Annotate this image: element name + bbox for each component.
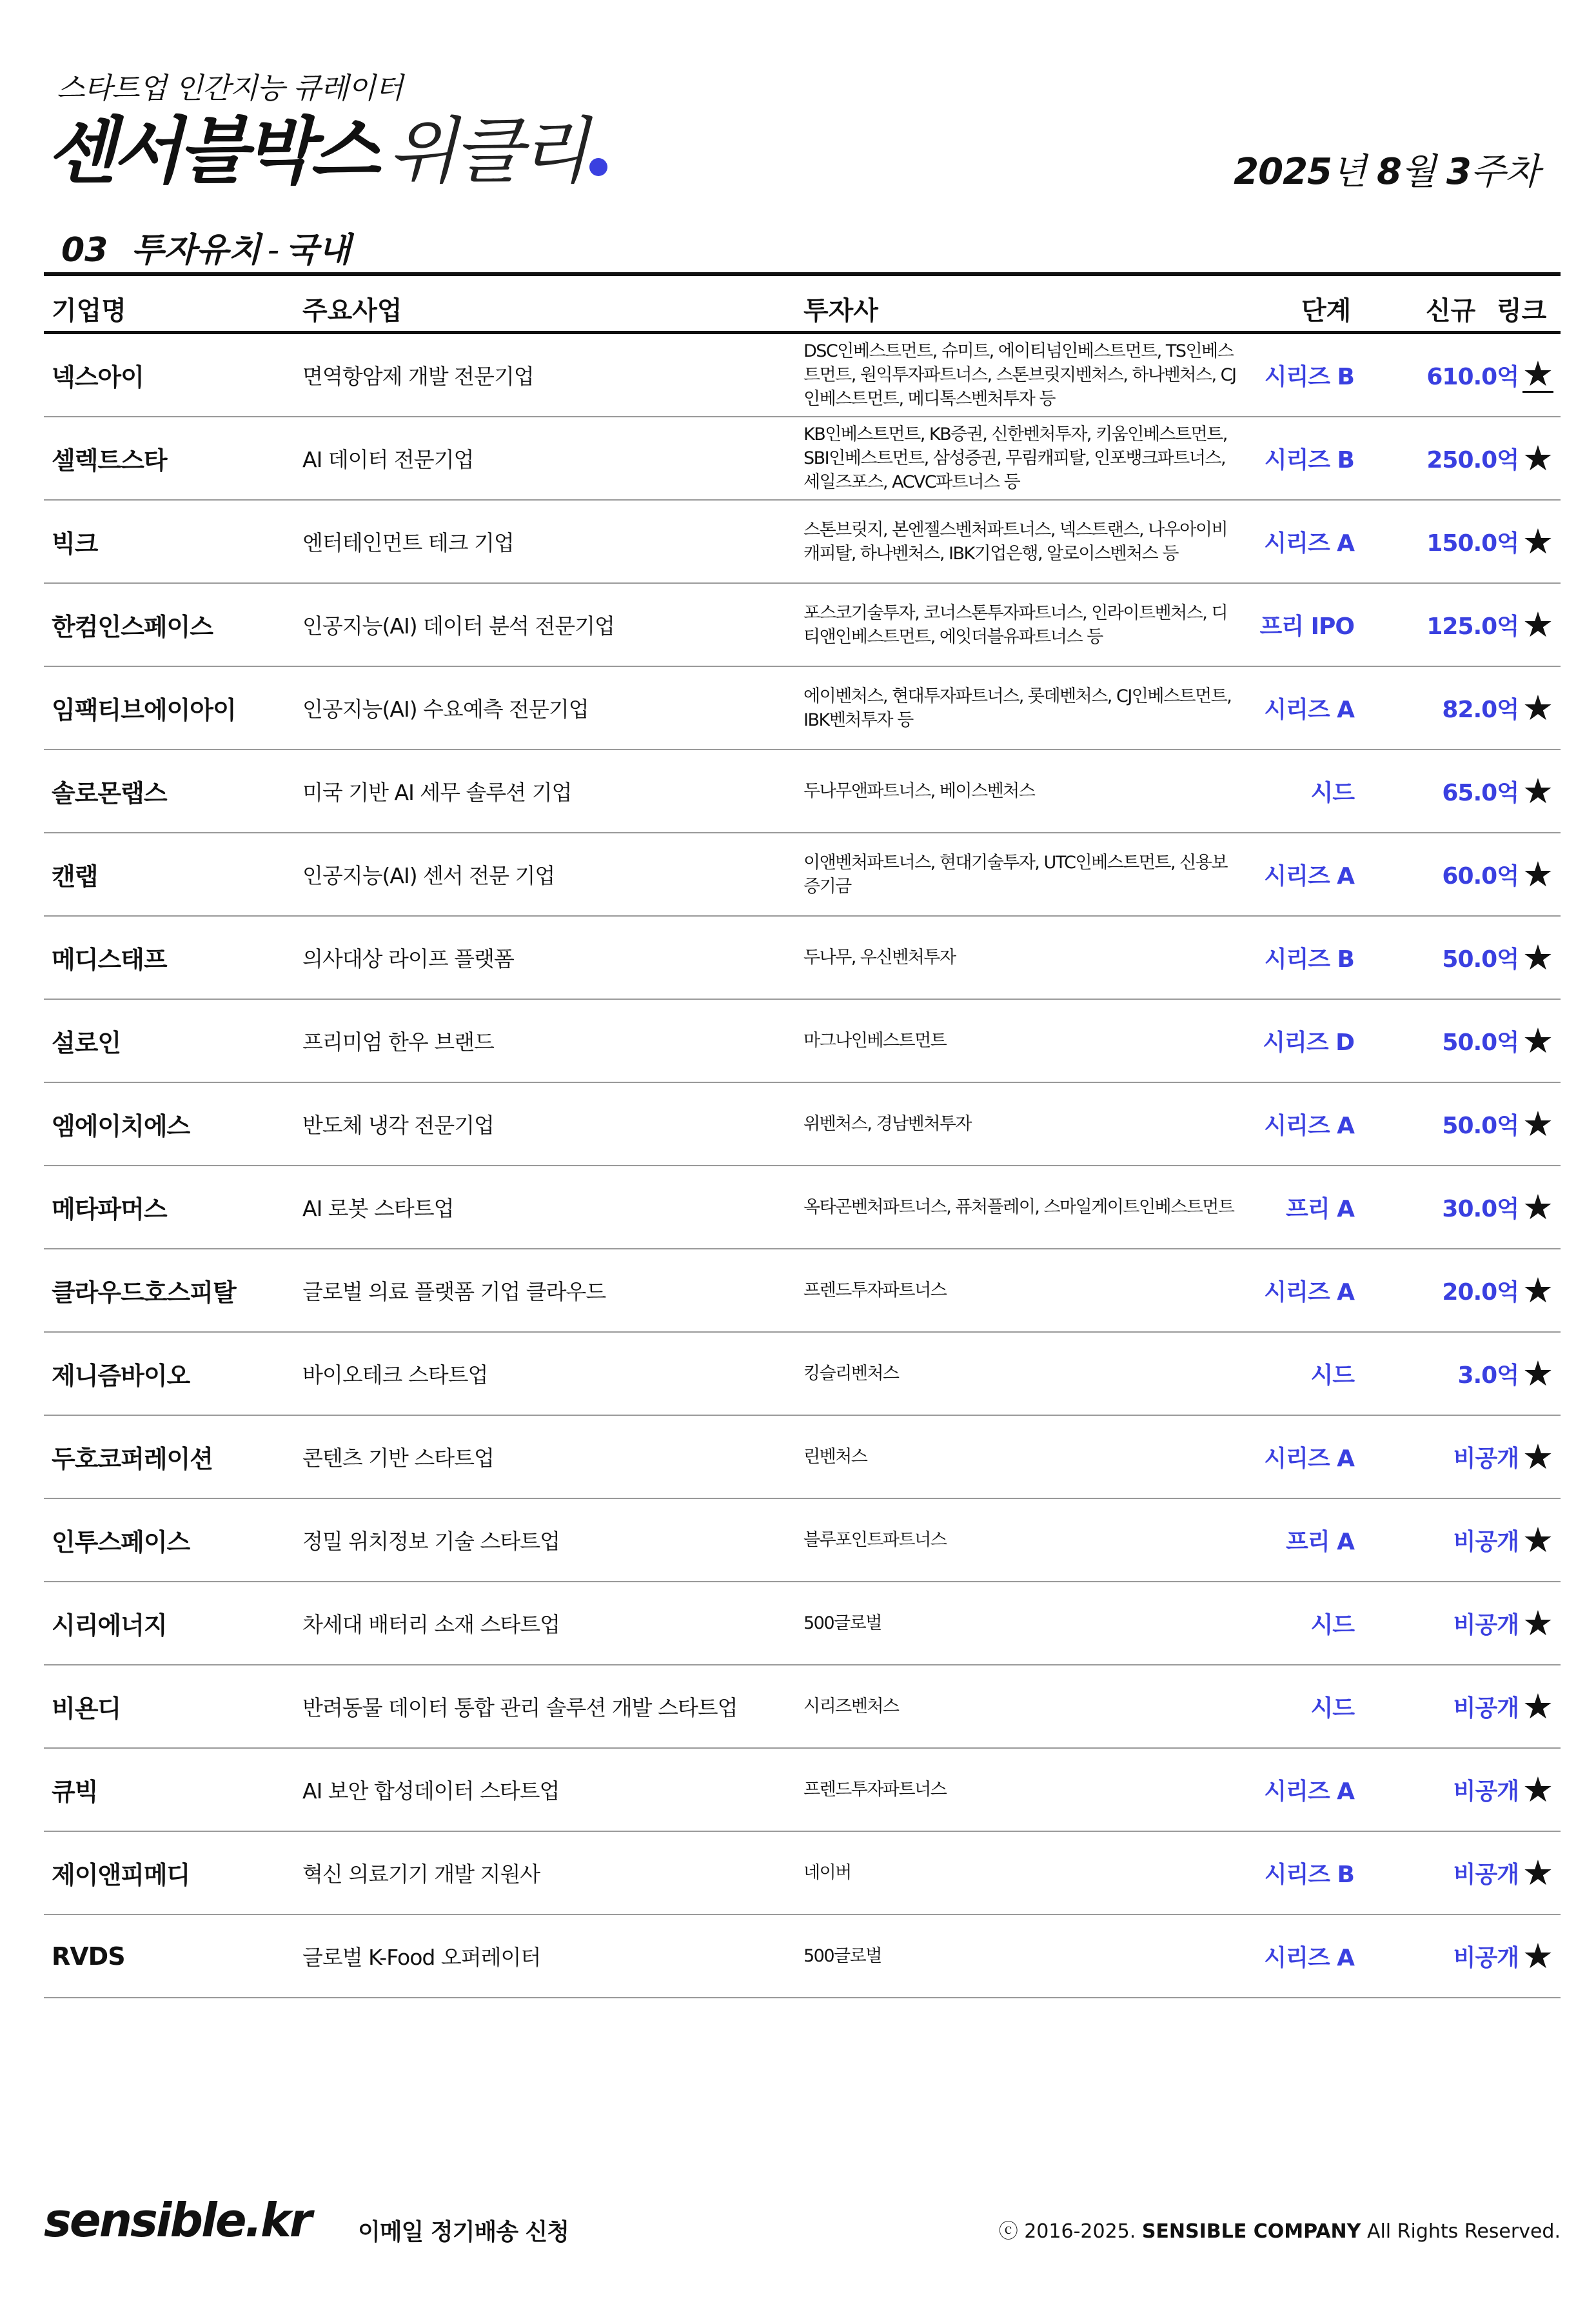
- investors-text: 이앤벤처파트너스, 현대기술투자, UTC인베스트먼트, 신용보증기금: [803, 852, 1227, 897]
- business-description: [302, 1915, 780, 1997]
- investors-text: DSC인베스트먼트, 슈미트, 에이티넘인베스트먼트, TS인베스트먼트, 원익투자파트너스, 스톤브릿지벤처스, 하나벤처스, CJ인베스트먼트, 메디톡스벤처투자 등: [803, 341, 1236, 409]
- company-name-text: 솔로몬랩스: [52, 779, 167, 808]
- business-description: [302, 584, 780, 666]
- funding-amount-text: 3.0억: [1457, 1362, 1519, 1389]
- business-description-text: 바이오테크 스타트업: [302, 1362, 488, 1387]
- funding-amount: [1372, 1000, 1519, 1082]
- funding-amount-text: 20.0억: [1442, 1279, 1519, 1306]
- investors-text: 네이버: [803, 1863, 851, 1883]
- section-number: 03: [61, 231, 108, 270]
- funding-stage: [1250, 1166, 1354, 1248]
- business-description-text: AI 데이터 전문기업: [302, 447, 474, 472]
- funding-amount-text: 150.0억: [1426, 530, 1519, 557]
- funding-amount-text: 비공개: [1453, 1778, 1519, 1805]
- business-description: [302, 833, 780, 915]
- table-header: [44, 276, 1561, 331]
- funding-stage-text: 시리즈 A: [1264, 1113, 1354, 1139]
- funding-amount-text: 610.0억: [1426, 364, 1519, 390]
- article-link[interactable]: [1515, 1915, 1561, 1997]
- funding-amount: [1372, 1665, 1519, 1747]
- table-row: [44, 1749, 1561, 1832]
- funding-stage-text: 시리즈 B: [1264, 1862, 1354, 1888]
- investors: [803, 334, 1242, 416]
- star-icon[interactable]: ★: [1522, 604, 1554, 645]
- company-name-text: 넥스아이: [52, 363, 144, 392]
- business-description-text: 미국 기반 AI 세무 솔루션 기업: [302, 780, 572, 805]
- funding-amount: [1372, 667, 1519, 749]
- company-name: [52, 917, 290, 999]
- funding-stage-text: 프리 A: [1286, 1196, 1354, 1222]
- funding-amount-text: 30.0억: [1442, 1196, 1519, 1222]
- star-icon[interactable]: ★: [1522, 1436, 1554, 1477]
- funding-stage: [1250, 1083, 1354, 1165]
- funding-amount: [1372, 1333, 1519, 1415]
- table-row: [44, 1333, 1561, 1416]
- company-name: [52, 1582, 290, 1664]
- company-name-text: 비욘디: [52, 1695, 121, 1723]
- funding-stage: [1250, 1333, 1354, 1415]
- tagline: 스타트업 인간지능 큐레이터: [57, 71, 403, 105]
- table-row: [44, 667, 1561, 750]
- star-icon[interactable]: ★: [1522, 937, 1554, 978]
- investment-table: [44, 334, 1561, 1998]
- company-name-text: 메타파머스: [52, 1195, 167, 1224]
- table-row: [44, 1499, 1561, 1582]
- article-link[interactable]: [1515, 1582, 1561, 1664]
- investors: [803, 1915, 1242, 1997]
- investors-text: 에이벤처스, 현대투자파트너스, 롯데벤처스, CJ인베스트먼트, IBK벤처투자 등: [803, 686, 1232, 730]
- table-row: [44, 417, 1561, 501]
- company-name: [52, 1749, 290, 1831]
- business-description: [302, 501, 780, 582]
- funding-amount: [1372, 833, 1519, 915]
- funding-amount: [1372, 1166, 1519, 1248]
- investors-text: 두나무앤파트너스, 베이스벤처스: [803, 781, 1035, 801]
- funding-amount: [1372, 917, 1519, 999]
- col-amount: 신규: [1426, 296, 1476, 326]
- company-name-text: 클라우드호스피탈: [52, 1278, 236, 1307]
- table-row: [44, 1083, 1561, 1166]
- company-name-text: 엠에이치에스: [52, 1112, 190, 1140]
- funding-amount: [1372, 584, 1519, 666]
- company-name: [52, 1499, 290, 1581]
- table-row: [44, 750, 1561, 833]
- business-description-text: AI 보안 합성데이터 스타트업: [302, 1778, 560, 1804]
- article-link[interactable]: [1515, 1832, 1561, 1914]
- brand-weekly: 위클리: [387, 110, 586, 194]
- funding-stage: [1250, 917, 1354, 999]
- business-description: [302, 334, 780, 416]
- funding-stage: [1250, 1749, 1354, 1831]
- funding-amount: [1372, 1416, 1519, 1498]
- week-month-unit: 월: [1401, 151, 1436, 193]
- funding-amount-text: 비공개: [1453, 1695, 1519, 1722]
- company-name-text: 제니즘바이오: [52, 1362, 190, 1390]
- funding-amount: [1372, 1249, 1519, 1331]
- article-link[interactable]: [1515, 1333, 1561, 1415]
- table-row: [44, 584, 1561, 667]
- investors: [803, 833, 1242, 915]
- funding-stage: [1250, 584, 1354, 666]
- business-description: [302, 1416, 780, 1498]
- week-number-unit: 주차: [1470, 151, 1539, 193]
- funding-stage: [1250, 833, 1354, 915]
- table-row: [44, 334, 1561, 417]
- copyright-rights: All Rights Reserved.: [1366, 2220, 1561, 2243]
- company-name-text: 캔랩: [52, 862, 98, 891]
- investors: [803, 501, 1242, 582]
- funding-amount-text: 50.0억: [1442, 1113, 1519, 1139]
- star-icon[interactable]: ★: [1522, 1603, 1554, 1644]
- funding-stage: [1250, 334, 1354, 416]
- article-link[interactable]: [1515, 833, 1561, 915]
- funding-amount: [1372, 334, 1519, 416]
- business-description-text: 글로벌 K-Food 오퍼레이터: [302, 1945, 541, 1970]
- funding-stage-text: 시드: [1310, 1362, 1354, 1389]
- star-icon[interactable]: ★: [1522, 521, 1554, 562]
- investors-text: 옥타곤벤처파트너스, 퓨처플레이, 스마일게이트인베스트먼트: [803, 1197, 1234, 1217]
- col-business: 주요사업: [302, 296, 402, 326]
- investors-text: 스톤브릿지, 본엔젤스벤처파트너스, 넥스트랜스, 나우아이비캐피탈, 하나벤처스, IBK기업은행, 알로이스벤처스 등: [803, 519, 1228, 564]
- funding-amount-text: 비공개: [1453, 1945, 1519, 1971]
- company-name: [52, 417, 290, 499]
- funding-stage-text: 시드: [1310, 1695, 1354, 1722]
- investors-text: 시리즈벤처스: [803, 1696, 899, 1716]
- investors-text: 포스코기술투자, 코너스톤투자파트너스, 인라이트벤처스, 디티앤인베스트먼트, 에잇더블유파트너스 등: [803, 602, 1228, 647]
- business-description-text: 엔터테인먼트 테크 기업: [302, 530, 514, 555]
- star-icon[interactable]: ★: [1522, 353, 1554, 394]
- business-description: [302, 417, 780, 499]
- investors-text: KB인베스트먼트, KB증권, 신한벤처투자, 키움인베스트먼트, SBI인베스트먼트, 삼성증권, 무림캐피탈, 인포뱅크파트너스, 세일즈포스, ACVC파트너스 등: [803, 424, 1227, 492]
- table-row: [44, 1915, 1561, 1998]
- funding-amount: [1372, 417, 1519, 499]
- week-month: 8: [1376, 151, 1401, 193]
- company-name-text: 빅크: [52, 530, 98, 558]
- article-link[interactable]: [1515, 1083, 1561, 1165]
- business-description-text: 인공지능(AI) 데이터 분석 전문기업: [302, 613, 615, 639]
- funding-stage: [1250, 1665, 1354, 1747]
- company-name: [52, 501, 290, 582]
- star-icon[interactable]: ★: [1522, 1520, 1554, 1560]
- funding-amount-text: 비공개: [1453, 1446, 1519, 1472]
- business-description-text: 인공지능(AI) 수요예측 전문기업: [302, 697, 589, 722]
- funding-stage-text: 시드: [1310, 780, 1354, 806]
- company-name-text: 셀렉트스타: [52, 446, 167, 475]
- investors-text: 프렌드투자파트너스: [803, 1280, 947, 1300]
- article-link[interactable]: [1515, 667, 1561, 749]
- brand-name: 센서블박스: [46, 110, 376, 194]
- investors: [803, 1416, 1242, 1498]
- investors-text: 킹슬리벤처스: [803, 1364, 899, 1384]
- investors: [803, 417, 1242, 499]
- col-link: 링크: [1497, 296, 1547, 326]
- investors: [803, 1582, 1242, 1664]
- star-icon[interactable]: ★: [1522, 1769, 1554, 1810]
- article-link[interactable]: [1515, 1665, 1561, 1747]
- star-icon[interactable]: ★: [1522, 1187, 1554, 1228]
- table-row: [44, 1249, 1561, 1333]
- funding-amount-text: 60.0억: [1442, 863, 1519, 890]
- article-link[interactable]: [1515, 750, 1561, 832]
- investors: [803, 667, 1242, 749]
- funding-stage-text: 프리 IPO: [1259, 613, 1354, 640]
- star-icon[interactable]: ★: [1522, 1270, 1554, 1311]
- funding-amount-text: 50.0억: [1442, 1029, 1519, 1056]
- business-description-text: 글로벌 의료 플랫폼 기업 클라우드: [302, 1279, 606, 1304]
- company-name: [52, 1249, 290, 1331]
- investors: [803, 750, 1242, 832]
- subscribe-link[interactable]: 이메일 정기배송 신청: [358, 2219, 569, 2245]
- funding-stage-text: 시리즈 A: [1264, 1279, 1354, 1306]
- star-icon[interactable]: ★: [1522, 1104, 1554, 1144]
- col-investors: 투자사: [803, 296, 878, 326]
- star-icon[interactable]: ★: [1522, 1686, 1554, 1727]
- business-description-text: 차세대 배터리 소재 스타트업: [302, 1612, 560, 1637]
- funding-stage: [1250, 667, 1354, 749]
- investors-text: 린벤처스: [803, 1447, 867, 1467]
- business-description-text: 면역항암제 개발 전문기업: [302, 364, 534, 389]
- funding-amount-text: 65.0억: [1442, 780, 1519, 806]
- article-link[interactable]: [1515, 334, 1561, 416]
- funding-amount-text: 비공개: [1453, 1529, 1519, 1555]
- funding-stage: [1250, 1582, 1354, 1664]
- funding-stage-text: 시리즈 A: [1264, 863, 1354, 890]
- company-name-text: 시리에너지: [52, 1611, 167, 1640]
- article-link[interactable]: [1515, 1000, 1561, 1082]
- funding-stage-text: 시리즈 A: [1264, 697, 1354, 723]
- investors: [803, 917, 1242, 999]
- article-link[interactable]: [1515, 1166, 1561, 1248]
- business-description-text: 콘텐츠 기반 스타트업: [302, 1446, 494, 1471]
- section-heading: [61, 223, 351, 271]
- funding-stage-text: 시리즈 B: [1264, 364, 1354, 390]
- article-link[interactable]: [1515, 917, 1561, 999]
- investors-text: 위벤처스, 경남벤처투자: [803, 1114, 971, 1134]
- star-icon[interactable]: ★: [1522, 771, 1554, 811]
- company-name-text: 임팩티브에이아이: [52, 696, 236, 724]
- funding-amount: [1372, 501, 1519, 582]
- funding-amount-text: 250.0억: [1426, 447, 1519, 473]
- company-name: [52, 1832, 290, 1914]
- funding-amount: [1372, 1832, 1519, 1914]
- funding-stage-text: 시리즈 A: [1264, 530, 1354, 557]
- business-description: [302, 1083, 780, 1165]
- table-row: [44, 917, 1561, 1000]
- investors: [803, 1166, 1242, 1248]
- company-name-text: RVDS: [52, 1942, 125, 1971]
- funding-stage-text: 시리즈 A: [1264, 1945, 1354, 1971]
- company-name-text: 설로인: [52, 1029, 121, 1057]
- business-description: [302, 1749, 780, 1831]
- company-name-text: 제이앤피메디: [52, 1861, 190, 1889]
- table-row: [44, 501, 1561, 584]
- article-link[interactable]: [1515, 1749, 1561, 1831]
- funding-stage: [1250, 750, 1354, 832]
- article-link[interactable]: [1515, 1416, 1561, 1498]
- funding-stage: [1250, 501, 1354, 582]
- issue-week: [1234, 143, 1539, 195]
- funding-amount: [1372, 1499, 1519, 1581]
- business-description-text: 반려동물 데이터 통합 관리 솔루션 개발 스타트업: [302, 1695, 738, 1720]
- company-name-text: 두호코퍼레이션: [52, 1445, 213, 1473]
- company-name: [52, 1915, 290, 1997]
- funding-amount: [1372, 750, 1519, 832]
- business-description: [302, 1000, 780, 1082]
- business-description: [302, 667, 780, 749]
- star-icon[interactable]: ★: [1522, 854, 1554, 895]
- funding-amount: [1372, 1915, 1519, 1997]
- business-description-text: 인공지능(AI) 센서 전문 기업: [302, 863, 555, 888]
- company-name: [52, 1665, 290, 1747]
- funding-amount-text: 50.0억: [1442, 946, 1519, 973]
- company-name: [52, 1000, 290, 1082]
- funding-amount: [1372, 1749, 1519, 1831]
- business-description: [302, 1166, 780, 1248]
- col-stage: 단계: [1301, 296, 1352, 326]
- company-name: [52, 1083, 290, 1165]
- business-description-text: 혁신 의료기기 개발 지원사: [302, 1862, 540, 1887]
- article-link[interactable]: [1515, 584, 1561, 666]
- investors: [803, 1749, 1242, 1831]
- funding-amount-text: 비공개: [1453, 1612, 1519, 1638]
- article-link[interactable]: [1515, 501, 1561, 582]
- company-name: [52, 1333, 290, 1415]
- funding-stage: [1250, 1832, 1354, 1914]
- funding-stage: [1250, 1416, 1354, 1498]
- investors: [803, 1832, 1242, 1914]
- company-name: [52, 1166, 290, 1248]
- table-row: [44, 833, 1561, 917]
- company-name-text: 큐빅: [52, 1778, 98, 1806]
- company-name-text: 한컴인스페이스: [52, 613, 213, 641]
- investors-text: 500글로벌: [803, 1946, 882, 1966]
- funding-stage: [1250, 1249, 1354, 1331]
- funding-stage-text: 시리즈 B: [1264, 946, 1354, 973]
- investors-text: 두나무, 우신벤처투자: [803, 948, 956, 968]
- company-name-text: 메디스태프: [52, 946, 167, 974]
- company-name: [52, 334, 290, 416]
- company-name: [52, 584, 290, 666]
- funding-amount-text: 125.0억: [1426, 613, 1519, 640]
- company-name: [52, 1416, 290, 1498]
- business-description-text: AI 로봇 스타트업: [302, 1196, 454, 1221]
- business-description: [302, 1832, 780, 1914]
- week-year: 2025: [1234, 151, 1332, 193]
- article-link[interactable]: [1515, 417, 1561, 499]
- table-row: [44, 1832, 1561, 1915]
- footer-logo[interactable]: sensible.kr: [44, 2193, 311, 2247]
- table-row: [44, 1416, 1561, 1499]
- business-description: [302, 1333, 780, 1415]
- table-row: [44, 1166, 1561, 1249]
- business-description-text: 프리미엄 한우 브랜드: [302, 1029, 494, 1055]
- star-icon[interactable]: ★: [1522, 1853, 1554, 1893]
- copyright-years: ⓒ 2016-2025.: [998, 2220, 1136, 2243]
- funding-stage-text: 시리즈 A: [1264, 1778, 1354, 1805]
- table-row: [44, 1582, 1561, 1665]
- week-number: 3: [1446, 151, 1471, 193]
- star-icon[interactable]: ★: [1522, 438, 1554, 479]
- investors: [803, 1665, 1242, 1747]
- funding-amount: [1372, 1582, 1519, 1664]
- investors-text: 500글로벌: [803, 1613, 882, 1633]
- funding-stage: [1250, 1499, 1354, 1581]
- company-name: [52, 667, 290, 749]
- table-row: [44, 1000, 1561, 1083]
- brand-dot-icon: [589, 158, 607, 176]
- funding-stage-text: 시드: [1310, 1612, 1354, 1638]
- article-link[interactable]: [1515, 1249, 1561, 1331]
- investors: [803, 1000, 1242, 1082]
- brand-title: [46, 110, 607, 194]
- funding-amount-text: 비공개: [1453, 1862, 1519, 1888]
- company-name-text: 인투스페이스: [52, 1528, 190, 1556]
- funding-amount: [1372, 1083, 1519, 1165]
- investors: [803, 1249, 1242, 1331]
- business-description-text: 의사대상 라이프 플랫폼: [302, 946, 514, 971]
- week-year-unit: 년: [1332, 151, 1366, 193]
- investors-text: 마그나인베스트먼트: [803, 1031, 947, 1051]
- col-company: 기업명: [52, 296, 126, 326]
- investors-text: 블루포인트파트너스: [803, 1530, 947, 1550]
- business-description: [302, 750, 780, 832]
- business-description: [302, 1249, 780, 1331]
- article-link[interactable]: [1515, 1499, 1561, 1581]
- investors: [803, 584, 1242, 666]
- business-description-text: 정밀 위치정보 기술 스타트업: [302, 1529, 560, 1554]
- star-icon[interactable]: ★: [1522, 1020, 1554, 1061]
- investors: [803, 1083, 1242, 1165]
- business-description: [302, 1665, 780, 1747]
- business-description: [302, 1582, 780, 1664]
- funding-stage-text: 시리즈 A: [1264, 1446, 1354, 1472]
- investors: [803, 1499, 1242, 1581]
- funding-stage-text: 시리즈 D: [1263, 1029, 1354, 1056]
- funding-stage: [1250, 1000, 1354, 1082]
- company-name: [52, 833, 290, 915]
- funding-stage-text: 프리 A: [1286, 1529, 1354, 1555]
- star-icon[interactable]: ★: [1522, 1353, 1554, 1394]
- business-description-text: 반도체 냉각 전문기업: [302, 1113, 494, 1138]
- funding-stage: [1250, 417, 1354, 499]
- investors-text: 프렌드투자파트너스: [803, 1780, 947, 1800]
- funding-amount-text: 82.0억: [1442, 697, 1519, 723]
- funding-stage: [1250, 1915, 1354, 1997]
- table-row: [44, 1665, 1561, 1749]
- business-description: [302, 1499, 780, 1581]
- star-icon[interactable]: ★: [1522, 1936, 1554, 1976]
- business-description: [302, 917, 780, 999]
- investors: [803, 1333, 1242, 1415]
- company-name: [52, 750, 290, 832]
- funding-stage-text: 시리즈 B: [1264, 447, 1354, 473]
- copyright-company: SENSIBLE COMPANY: [1141, 2220, 1361, 2243]
- star-icon[interactable]: ★: [1522, 688, 1554, 728]
- section-title: 투자유치: [131, 231, 261, 270]
- section-subtitle: 국내: [286, 231, 351, 270]
- section-separator: -: [267, 231, 280, 270]
- copyright: [999, 2215, 1561, 2243]
